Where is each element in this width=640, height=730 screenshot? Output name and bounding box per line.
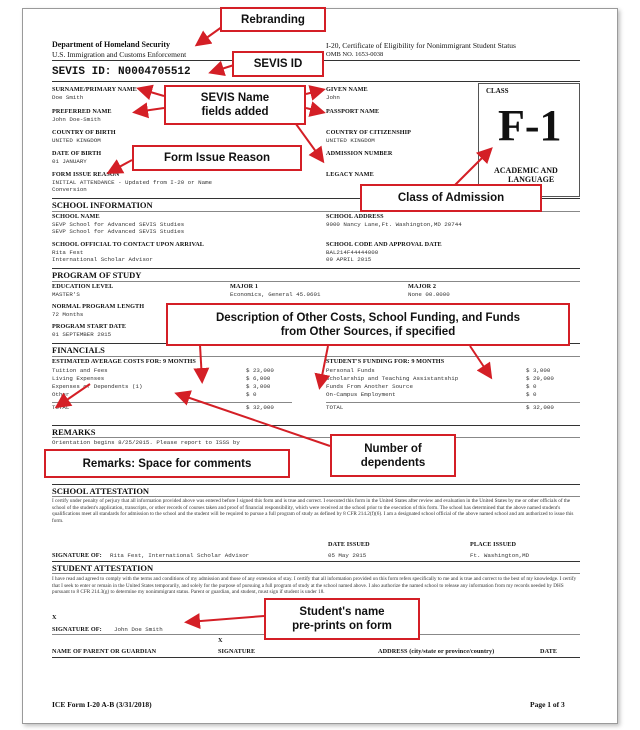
class-desc-2: LANGUAGE: [508, 175, 555, 184]
fund-row-amount: $ 3,000: [526, 367, 551, 374]
school-attestation-text: I certify under penalty of perjury that all information provided above was entered before I signed this form and is true and correct. I executed this form in the United States after review and evaluation in the United States by me or other officials of the school of the student's application, transcripts, or other records of courses taken and proof of financial responsibility, which were received at the school prior to the execution of this form. The school has determined that the above named student's qualifications meet all standards for admission to the school and the student will be required to pursue a full program of study as defined by 8 CFR 214.2(f)(6). I am a designated school official of the above named school and am authorized to issue this form.: [52, 498, 574, 524]
funding-label: STUDENT'S FUNDING FOR: 9 MONTHS: [326, 358, 445, 365]
callout-preprint-line-2: pre-prints on form: [292, 620, 392, 632]
costs-label: ESTIMATED AVERAGE COSTS FOR: 9 MONTHS: [52, 358, 196, 365]
fund-total-amount: $ 32,000: [526, 404, 554, 411]
passport-name-arrow: [306, 108, 322, 112]
fund-row-label: Scholarship and Teaching Assistantship: [326, 375, 459, 382]
callout-preprint-line-1: Student's name: [299, 606, 385, 618]
class-label: CLASS: [486, 87, 509, 95]
callout-other-costs-line-1: Description of Other Costs, School Funding, and Funds: [215, 311, 521, 324]
student-attestation-heading: STUDENT ATTESTATION: [52, 563, 154, 573]
agency-name: Department of Homeland Security: [52, 40, 170, 49]
cost-row-amount: $ 0: [246, 391, 257, 398]
scholarship-arrow: [470, 346, 490, 376]
school-official-label: SCHOOL OFFICIAL TO CONTACT UPON ARRIVAL: [52, 241, 205, 248]
school-info-heading: SCHOOL INFORMATION: [52, 200, 153, 210]
financials-heading: FINANCIALS: [52, 345, 105, 355]
class-desc-1: ACADEMIC AND: [494, 166, 558, 175]
signature-label: SIGNATURE: [218, 648, 256, 655]
parent-x-mark: X: [218, 637, 223, 644]
school-code-value-2: 09 APRIL 2015: [326, 256, 372, 263]
student-signature-label: SIGNATURE OF:: [52, 626, 102, 633]
footer-form-id: ICE Form I-20 A-B (3/31/2018): [52, 700, 152, 709]
school-official-value-1: Rita Fest: [52, 249, 84, 256]
birth-country-label: COUNTRY OF BIRTH: [52, 129, 116, 136]
preferred-name-value: John Doe-Smith: [52, 116, 101, 123]
education-level-value: MASTER'S: [52, 291, 80, 298]
callout-sevis-id: SEVIS ID: [232, 51, 324, 77]
issue-reason-label: FORM ISSUE REASON: [52, 171, 120, 178]
other-source-arrow: [320, 346, 328, 386]
student-signer-value: John Doe Smith: [114, 626, 163, 633]
fund-row-amount: $ 0: [526, 391, 537, 398]
fund-row-amount: $ 0: [526, 383, 537, 390]
fund-row-label: Personal Funds: [326, 367, 375, 374]
cost-total-amount: $ 32,000: [246, 404, 274, 411]
given-name-label: GIVEN NAME: [326, 86, 368, 93]
callout-dependents: [330, 434, 456, 477]
other-costs-arrow: [200, 345, 202, 380]
student-attestation-text: I have read and agreed to comply with the terms and conditions of my admission and those of any extension of stay. I certify that all information provided on this form refers specifically to me and is true and correct to the best of my knowledge. I certify that I seek to enter or remain in the United States temporarily, and solely for the purpose of pursuing a full program of study at the school named above. I also authorize the named school to release any information from my records needed by DHS pursuant to 8 CFR 214.3(g) to determine my nonimmigrant status. Parent or guardian, and student, must sign if student is under 18.: [52, 576, 577, 596]
cost-total-label: TOTAL: [52, 404, 70, 411]
preferred-name-arrow: [136, 108, 164, 112]
cost-row-amount: $ 3,000: [246, 383, 271, 390]
start-date-value: 01 SEPTEMBER 2015: [52, 331, 112, 338]
date-issued-label: DATE ISSUED: [328, 541, 370, 548]
footer-page-number: Page 1 of 3: [530, 700, 565, 709]
issue-reason-value-1: INITIAL ATTENDANCE - Updated from I-20 or Name: [52, 179, 213, 186]
fund-row-amount: $ 29,000: [526, 375, 554, 382]
issue-reason-value-2: Conversion: [52, 186, 87, 193]
school-code-label: SCHOOL CODE AND APPROVAL DATE: [326, 241, 442, 248]
cost-row-label: Tuition and Fees: [52, 367, 108, 374]
major2-label: MAJOR 2: [408, 283, 437, 290]
school-address-label: SCHOOL ADDRESS: [326, 213, 384, 220]
passport-name-label: PASSPORT NAME: [326, 108, 380, 115]
admission-number-label: ADMISSION NUMBER: [326, 150, 393, 157]
fund-row-label: On-Campus Employment: [326, 391, 396, 398]
given-name-arrow: [306, 90, 322, 94]
major2-value: None 00.0000: [408, 291, 450, 298]
place-issued-value: Ft. Washington,MD: [470, 552, 530, 559]
program-heading: PROGRAM OF STUDY: [52, 270, 142, 280]
citizenship-label: COUNTRY OF CITIZENSHIP: [326, 129, 412, 136]
form-title: I-20, Certificate of Eligibility for Nonimmigrant Student Status: [326, 41, 516, 50]
school-code-value-1: BAL214F44444000: [326, 249, 379, 256]
start-date-label: PROGRAM START DATE: [52, 323, 127, 330]
school-attestation-heading: SCHOOL ATTESTATION: [52, 486, 150, 496]
preferred-name-label: PREFERRED NAME: [52, 108, 112, 115]
education-level-label: EDUCATION LEVEL: [52, 283, 114, 290]
normal-length-label: NORMAL PROGRAM LENGTH: [52, 303, 145, 310]
surname-arrow: [140, 89, 164, 96]
school-name-value-1: SEVP School for Advanced SEVIS Studies: [52, 221, 185, 228]
parent-name-label: NAME OF PARENT OR GUARDIAN: [52, 648, 157, 655]
remarks-heading: REMARKS: [52, 427, 96, 437]
issue-reason-arrow: [110, 160, 132, 172]
callout-remarks: Remarks: Space for comments: [44, 449, 290, 478]
other-expense-arrow: [58, 384, 90, 406]
callout-sevis-name-line-2: fields added: [201, 106, 269, 118]
student-x-mark: X: [52, 614, 57, 621]
remarks-value: Orientation begins 8/25/2015. Please report to ISSS by: [52, 439, 240, 446]
school-address-value: 9000 Nancy Lane,Ft. Washington,MD 20744: [326, 221, 462, 228]
omb-number: OMB NO. 1653-0038: [326, 51, 384, 58]
surname-value: Doe Smith: [52, 94, 84, 101]
sub-agency-name: U.S. Immigration and Customs Enforcement: [52, 50, 187, 59]
surname-label: SURNAME/PRIMARY NAME: [52, 86, 137, 93]
callout-rebranding: Rebranding: [220, 7, 326, 32]
callout-preprint: [264, 598, 420, 640]
date-label: DATE: [540, 648, 558, 655]
callout-dependents-line-1: Number of: [364, 442, 422, 455]
given-name-value: John: [326, 94, 340, 101]
date-issued-value: 05 May 2015: [328, 552, 367, 559]
fund-total-label: TOTAL: [326, 404, 344, 411]
callout-issue-reason: Form Issue Reason: [132, 145, 302, 171]
cost-row-label: Expenses of Dependents (1): [52, 383, 143, 390]
callout-sevis-name-line-1: SEVIS Name: [200, 92, 270, 104]
major1-label: MAJOR 1: [230, 283, 259, 290]
legacy-name-label: LEGACY NAME: [326, 171, 374, 178]
callout-class-admission: Class of Admission: [360, 184, 542, 212]
school-name-label: SCHOOL NAME: [52, 213, 100, 220]
class-value: F-1: [498, 101, 562, 150]
citizenship-value: UNITED KINGDOM: [326, 137, 375, 144]
school-signature-label: SIGNATURE OF:: [52, 552, 102, 559]
school-name-value-2: SEVP School for Advanced SEVIS Studies: [52, 228, 185, 235]
cost-row-amount: $ 6,000: [246, 375, 271, 382]
fund-row-label: Funds From Another Source: [326, 383, 413, 390]
cost-row-label: Other: [52, 391, 70, 398]
birth-country-value: UNITED KINGDOM: [52, 137, 101, 144]
cost-row-amount: $ 23,000: [246, 367, 274, 374]
normal-length-value: 72 Months: [52, 311, 84, 318]
cost-row-label: Living Expenses: [52, 375, 105, 382]
callout-dependents-line-2: dependents: [360, 456, 426, 469]
callout-other-costs: [166, 303, 570, 346]
sevis-id: SEVIS ID: N0004705512: [52, 66, 191, 78]
class-arrow: [452, 150, 490, 188]
school-signer-value: Rita Fest, International Scholar Advisor: [110, 552, 250, 559]
school-official-value-2: International Scholar Advisor: [52, 256, 153, 263]
dob-value: 01 JANUARY: [52, 158, 87, 165]
callout-sevis-name: [164, 85, 306, 125]
preprint-arrow: [188, 616, 264, 622]
dob-label: DATE OF BIRTH: [52, 150, 102, 157]
address-label: ADDRESS (city/state or province/country): [378, 648, 495, 655]
sevis-id-arrow: [212, 65, 234, 72]
place-issued-label: PLACE ISSUED: [470, 541, 517, 548]
dependents-arrow: [178, 394, 330, 446]
major1-value: Economics, General 45.0601: [230, 291, 321, 298]
callout-other-costs-line-2: from Other Sources, if specified: [280, 325, 456, 338]
